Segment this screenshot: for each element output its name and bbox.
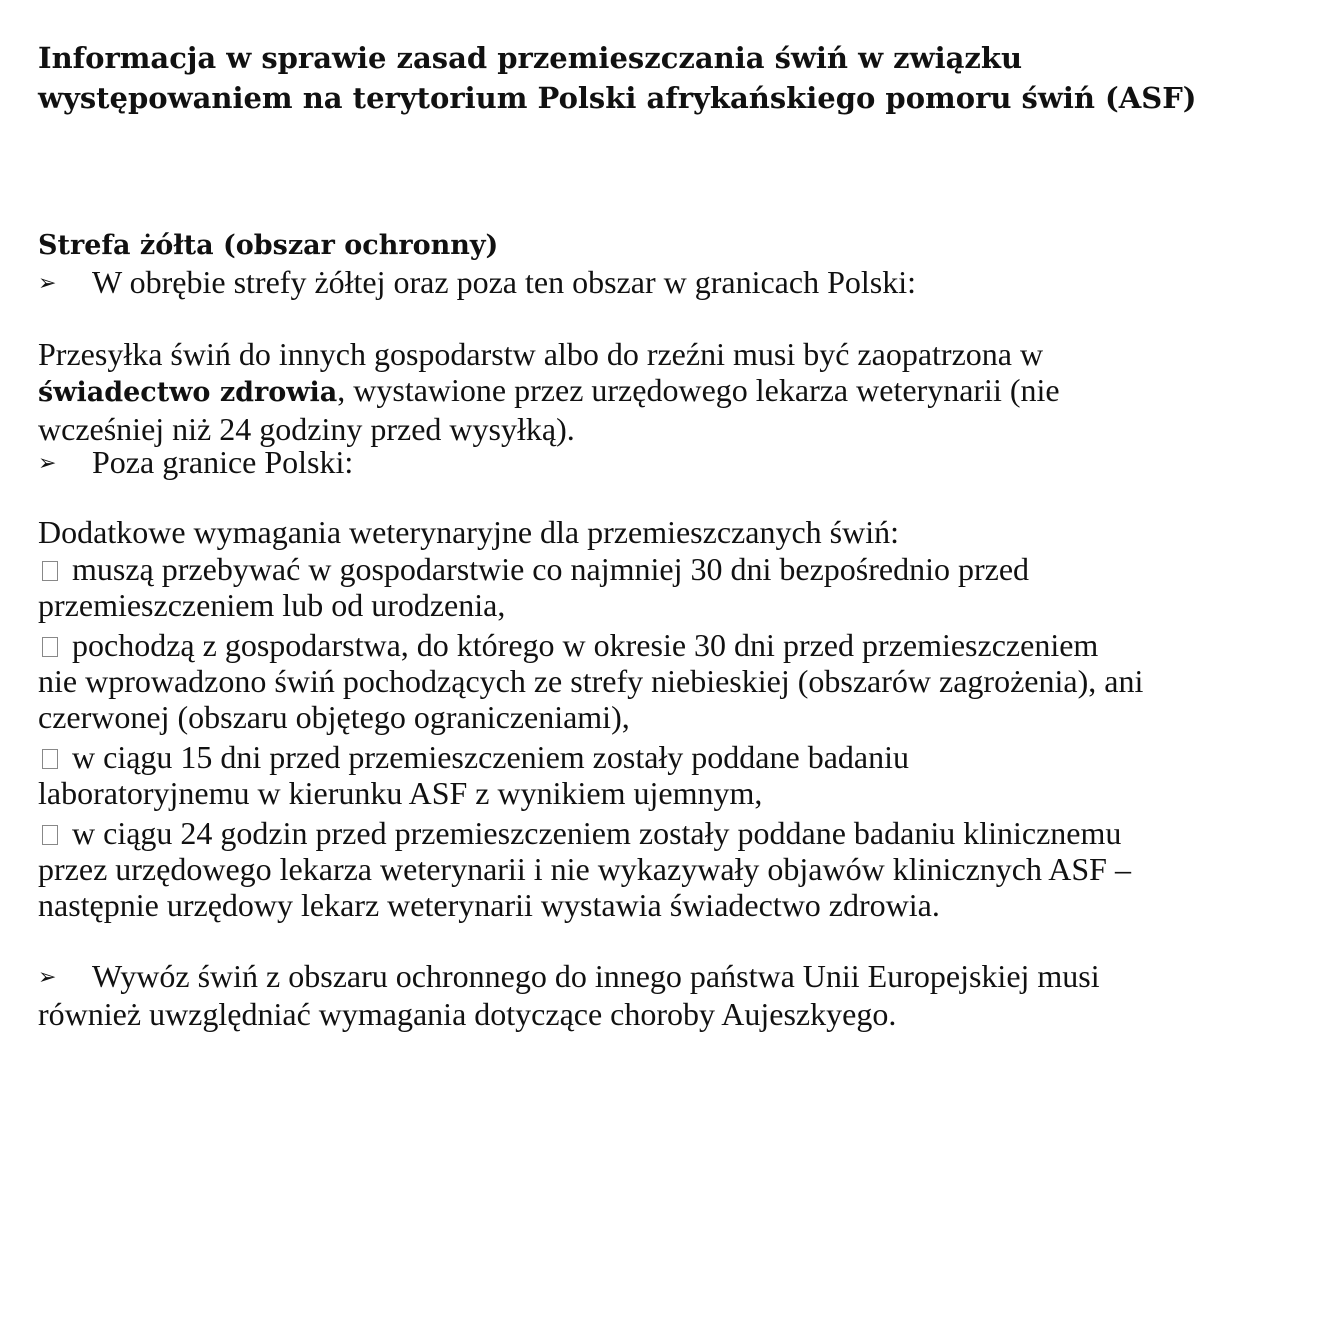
point-outside-poland <box>38 444 353 482</box>
requirement-line: przez urzędowego lekarza weterynarii i nie wykazywały objawów klinicznych ASF – <box>38 851 1131 887</box>
point-within-poland-text: W obrębie strefy żółtej oraz poza ten obszar w granicach Polski: <box>92 264 916 300</box>
arrow-bullet-icon: ➢ <box>38 451 57 476</box>
point-outside-poland-text: Poza granice Polski: <box>92 444 354 480</box>
section-heading: Strefa żółta (obszar ochronny) <box>38 230 499 261</box>
health-certificate-paragraph <box>38 336 1060 447</box>
eu-export-line: również uwzględniać wymagania dotyczące choroby Aujeszkyego. <box>38 996 897 1032</box>
requirement-line: w ciągu 24 godzin przed przemieszczeniem zostały poddane badaniu klinicznemu <box>72 815 1122 851</box>
empty-box-bullet-icon <box>42 825 58 845</box>
requirement-line: pochodzą z gospodarstwa, do którego w okresie 30 dni przed przemieszczeniem <box>72 627 1099 663</box>
empty-box-bullet-icon <box>42 561 58 581</box>
requirement-item <box>38 739 909 811</box>
document-title <box>38 38 1300 118</box>
requirement-item <box>38 627 1143 735</box>
requirement-item <box>38 551 1029 623</box>
point-within-poland <box>38 264 916 302</box>
eu-export-line: Wywóz świń z obszaru ochronnego do innego państwa Unii Europejskiej musi <box>92 958 1100 994</box>
requirement-line: czerwonej (obszaru objętego ograniczeniami), <box>38 699 630 735</box>
arrow-bullet-icon: ➢ <box>38 271 57 296</box>
requirement-line: przemieszczeniem lub od urodzenia, <box>38 587 506 623</box>
paragraph-line-1: Przesyłka świń do innych gospodarstw albo do rzeźni musi być zaopatrzona w <box>38 336 1044 372</box>
requirement-line: nie wprowadzono świń pochodzących ze strefy niebieskiej (obszarów zagrożenia), ani <box>38 663 1144 699</box>
health-certificate-bold: świadectwo zdrowia <box>38 377 338 408</box>
requirement-line: laboratoryjnemu w kierunku ASF z wynikiem ujemnym, <box>38 775 763 811</box>
paragraph-line-3: wcześniej niż 24 godziny przed wysyłką). <box>38 411 575 447</box>
title-line-2: występowaniem na terytorium Polski afrykańskiego pomoru świń (ASF) <box>38 81 1197 115</box>
arrow-bullet-icon: ➢ <box>38 965 57 990</box>
title-line-1: Informacja w sprawie zasad przemieszczania świń w związku <box>38 41 1023 75</box>
paragraph-line-2-rest: , wystawione przez urzędowego lekarza weterynarii (nie <box>337 372 1060 408</box>
requirement-line: w ciągu 15 dni przed przemieszczeniem zostały poddane badaniu <box>72 739 909 775</box>
requirement-item <box>38 815 1131 923</box>
paragraph-line-2 <box>38 372 1060 411</box>
empty-box-bullet-icon <box>42 749 58 769</box>
point-eu-export <box>38 958 1100 1032</box>
requirement-line: muszą przebywać w gospodarstwie co najmniej 30 dni bezpośrednio przed <box>72 551 1030 587</box>
requirements-intro: Dodatkowe wymagania weterynaryjne dla przemieszczanych świń: <box>38 514 899 550</box>
empty-box-bullet-icon <box>42 637 58 657</box>
requirement-line: następnie urzędowy lekarz weterynarii wystawia świadectwo zdrowia. <box>38 887 940 923</box>
